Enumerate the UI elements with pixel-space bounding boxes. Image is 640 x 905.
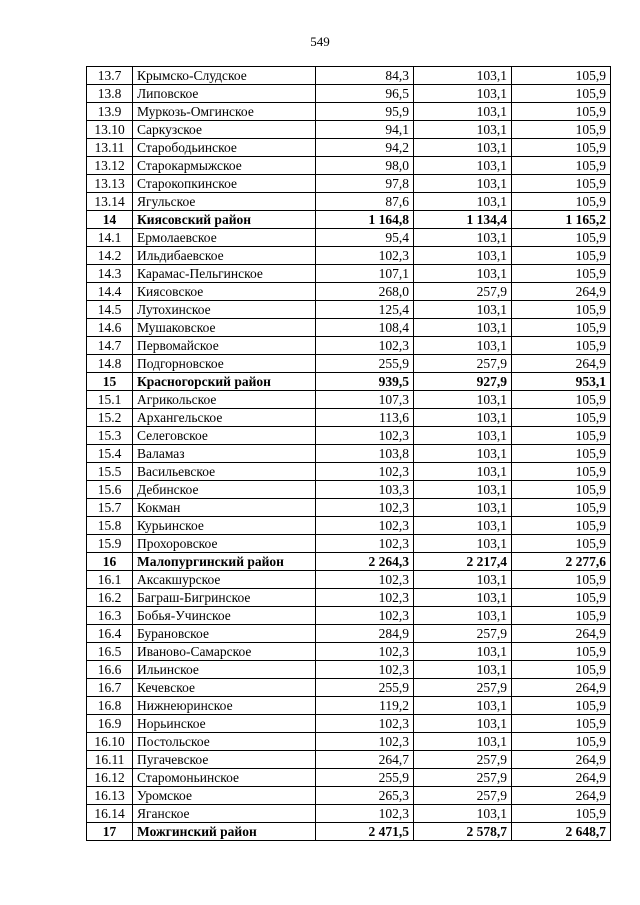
table-row xyxy=(87,301,611,319)
table-row xyxy=(87,283,611,301)
value-column-2-cell: 103,1 xyxy=(414,571,512,589)
table-row xyxy=(87,805,611,823)
row-number-cell: 14.2 xyxy=(87,247,133,265)
table-row xyxy=(87,571,611,589)
municipality-name-cell: Баграш-Бигринское xyxy=(133,589,316,607)
value-column-3-cell: 264,9 xyxy=(512,355,611,373)
value-column-1-cell: 84,3 xyxy=(316,67,414,85)
municipality-name-cell: Мушаковское xyxy=(133,319,316,337)
value-column-3-cell: 105,9 xyxy=(512,247,611,265)
value-column-1-cell: 102,3 xyxy=(316,499,414,517)
value-column-2-cell: 1 134,4 xyxy=(414,211,512,229)
value-column-2-cell: 257,9 xyxy=(414,769,512,787)
table-row xyxy=(87,67,611,85)
row-number-cell: 15.5 xyxy=(87,463,133,481)
value-column-2-cell: 103,1 xyxy=(414,409,512,427)
value-column-2-cell: 2 578,7 xyxy=(414,823,512,841)
value-column-2-cell: 103,1 xyxy=(414,67,512,85)
municipality-name-cell: Карамас-Пельгинское xyxy=(133,265,316,283)
table-row xyxy=(87,751,611,769)
municipality-name-cell: Красногорский район xyxy=(133,373,316,391)
value-column-2-cell: 103,1 xyxy=(414,121,512,139)
value-column-1-cell: 264,7 xyxy=(316,751,414,769)
value-column-1-cell: 265,3 xyxy=(316,787,414,805)
municipality-name-cell: Подгорновское xyxy=(133,355,316,373)
value-column-3-cell: 105,9 xyxy=(512,445,611,463)
municipality-name-cell: Курьинское xyxy=(133,517,316,535)
table-row xyxy=(87,193,611,211)
value-column-1-cell: 1 164,8 xyxy=(316,211,414,229)
municipality-name-cell: Саркузское xyxy=(133,121,316,139)
value-column-1-cell: 102,3 xyxy=(316,643,414,661)
municipality-name-cell: Крымско-Слудское xyxy=(133,67,316,85)
value-column-1-cell: 97,8 xyxy=(316,175,414,193)
municipality-name-cell: Муркозь-Омгинское xyxy=(133,103,316,121)
municipality-name-cell: Ягульское xyxy=(133,193,316,211)
municipality-name-cell: Пугачевское xyxy=(133,751,316,769)
page-number: 549 xyxy=(310,34,330,49)
district-row xyxy=(87,553,611,571)
value-column-1-cell: 284,9 xyxy=(316,625,414,643)
table-row xyxy=(87,661,611,679)
value-column-1-cell: 102,3 xyxy=(316,589,414,607)
value-column-3-cell: 264,9 xyxy=(512,751,611,769)
value-column-2-cell: 103,1 xyxy=(414,229,512,247)
district-row xyxy=(87,373,611,391)
value-column-3-cell: 105,9 xyxy=(512,67,611,85)
value-column-3-cell: 105,9 xyxy=(512,139,611,157)
row-number-cell: 16.6 xyxy=(87,661,133,679)
municipality-name-cell: Лутохинское xyxy=(133,301,316,319)
row-number-cell: 15.3 xyxy=(87,427,133,445)
row-number-cell: 13.8 xyxy=(87,85,133,103)
table-row xyxy=(87,463,611,481)
municipality-name-cell: Старокармыжское xyxy=(133,157,316,175)
table-row xyxy=(87,607,611,625)
value-column-2-cell: 103,1 xyxy=(414,607,512,625)
row-number-cell: 16.12 xyxy=(87,769,133,787)
value-column-1-cell: 95,4 xyxy=(316,229,414,247)
value-column-3-cell: 105,9 xyxy=(512,517,611,535)
row-number-cell: 13.14 xyxy=(87,193,133,211)
value-column-1-cell: 102,3 xyxy=(316,661,414,679)
row-number-cell: 13.7 xyxy=(87,67,133,85)
value-column-1-cell: 102,3 xyxy=(316,247,414,265)
value-column-3-cell: 105,9 xyxy=(512,463,611,481)
row-number-cell: 16.2 xyxy=(87,589,133,607)
value-column-1-cell: 107,3 xyxy=(316,391,414,409)
municipality-name-cell: Ильдибаевское xyxy=(133,247,316,265)
value-column-1-cell: 102,3 xyxy=(316,427,414,445)
value-column-1-cell: 102,3 xyxy=(316,337,414,355)
value-column-2-cell: 103,1 xyxy=(414,643,512,661)
municipality-name-cell: Ильинское xyxy=(133,661,316,679)
municipality-name-cell: Кечевское xyxy=(133,679,316,697)
municipality-name-cell: Прохоровское xyxy=(133,535,316,553)
value-column-2-cell: 257,9 xyxy=(414,625,512,643)
value-column-2-cell: 257,9 xyxy=(414,751,512,769)
row-number-cell: 14.4 xyxy=(87,283,133,301)
table-row xyxy=(87,391,611,409)
row-number-cell: 14.7 xyxy=(87,337,133,355)
table-row xyxy=(87,175,611,193)
value-column-1-cell: 103,8 xyxy=(316,445,414,463)
municipality-name-cell: Уромское xyxy=(133,787,316,805)
value-column-2-cell: 257,9 xyxy=(414,787,512,805)
table-row xyxy=(87,121,611,139)
value-column-1-cell: 95,9 xyxy=(316,103,414,121)
municipality-name-cell: Можгинский район xyxy=(133,823,316,841)
row-number-cell: 16.4 xyxy=(87,625,133,643)
value-column-1-cell: 102,3 xyxy=(316,535,414,553)
value-column-3-cell: 105,9 xyxy=(512,535,611,553)
value-column-3-cell: 105,9 xyxy=(512,265,611,283)
row-number-cell: 13.13 xyxy=(87,175,133,193)
row-number-cell: 14.3 xyxy=(87,265,133,283)
value-column-2-cell: 103,1 xyxy=(414,103,512,121)
table-body xyxy=(87,67,611,841)
value-column-1-cell: 125,4 xyxy=(316,301,414,319)
value-column-2-cell: 103,1 xyxy=(414,733,512,751)
value-column-1-cell: 255,9 xyxy=(316,679,414,697)
table-row xyxy=(87,481,611,499)
value-column-3-cell: 105,9 xyxy=(512,391,611,409)
municipality-name-cell: Агрикольское xyxy=(133,391,316,409)
value-column-3-cell: 953,1 xyxy=(512,373,611,391)
value-column-3-cell: 2 648,7 xyxy=(512,823,611,841)
value-column-3-cell: 105,9 xyxy=(512,643,611,661)
row-number-cell: 13.10 xyxy=(87,121,133,139)
municipality-name-cell: Постольское xyxy=(133,733,316,751)
value-column-3-cell: 105,9 xyxy=(512,661,611,679)
value-column-3-cell: 105,9 xyxy=(512,85,611,103)
table-row xyxy=(87,229,611,247)
value-column-1-cell: 102,3 xyxy=(316,733,414,751)
table-row xyxy=(87,535,611,553)
row-number-cell: 16.10 xyxy=(87,733,133,751)
row-number-cell: 14 xyxy=(87,211,133,229)
value-column-2-cell: 257,9 xyxy=(414,679,512,697)
table-row xyxy=(87,589,611,607)
table-row xyxy=(87,139,611,157)
value-column-3-cell: 264,9 xyxy=(512,625,611,643)
row-number-cell: 16.1 xyxy=(87,571,133,589)
value-column-1-cell: 94,1 xyxy=(316,121,414,139)
value-column-1-cell: 96,5 xyxy=(316,85,414,103)
table-row xyxy=(87,643,611,661)
value-column-2-cell: 2 217,4 xyxy=(414,553,512,571)
value-column-1-cell: 939,5 xyxy=(316,373,414,391)
value-column-2-cell: 103,1 xyxy=(414,391,512,409)
table-row xyxy=(87,499,611,517)
value-column-2-cell: 103,1 xyxy=(414,715,512,733)
row-number-cell: 15.7 xyxy=(87,499,133,517)
municipality-name-cell: Иваново-Самарское xyxy=(133,643,316,661)
value-column-2-cell: 103,1 xyxy=(414,697,512,715)
row-number-cell: 14.5 xyxy=(87,301,133,319)
value-column-3-cell: 264,9 xyxy=(512,283,611,301)
value-column-2-cell: 103,1 xyxy=(414,265,512,283)
row-number-cell: 15.2 xyxy=(87,409,133,427)
value-column-1-cell: 113,6 xyxy=(316,409,414,427)
table-row xyxy=(87,337,611,355)
table-row xyxy=(87,787,611,805)
table-row xyxy=(87,679,611,697)
value-column-1-cell: 2 471,5 xyxy=(316,823,414,841)
table-row xyxy=(87,733,611,751)
municipality-name-cell: Дебинское xyxy=(133,481,316,499)
value-column-2-cell: 103,1 xyxy=(414,319,512,337)
value-column-3-cell: 105,9 xyxy=(512,229,611,247)
value-column-2-cell: 103,1 xyxy=(414,157,512,175)
row-number-cell: 14.8 xyxy=(87,355,133,373)
district-row xyxy=(87,211,611,229)
value-column-1-cell: 108,4 xyxy=(316,319,414,337)
value-column-2-cell: 103,1 xyxy=(414,589,512,607)
value-column-2-cell: 927,9 xyxy=(414,373,512,391)
row-number-cell: 16.5 xyxy=(87,643,133,661)
value-column-1-cell: 107,1 xyxy=(316,265,414,283)
table-row xyxy=(87,517,611,535)
value-column-1-cell: 2 264,3 xyxy=(316,553,414,571)
municipality-name-cell: Старободьинское xyxy=(133,139,316,157)
municipality-name-cell: Ермолаевское xyxy=(133,229,316,247)
value-column-3-cell: 105,9 xyxy=(512,337,611,355)
row-number-cell: 16.8 xyxy=(87,697,133,715)
value-column-3-cell: 105,9 xyxy=(512,697,611,715)
value-column-2-cell: 103,1 xyxy=(414,517,512,535)
value-column-1-cell: 94,2 xyxy=(316,139,414,157)
value-column-2-cell: 103,1 xyxy=(414,139,512,157)
municipality-name-cell: Селеговское xyxy=(133,427,316,445)
value-column-3-cell: 105,9 xyxy=(512,499,611,517)
value-column-2-cell: 103,1 xyxy=(414,805,512,823)
row-number-cell: 13.11 xyxy=(87,139,133,157)
value-column-3-cell: 105,9 xyxy=(512,481,611,499)
value-column-1-cell: 268,0 xyxy=(316,283,414,301)
value-column-1-cell: 102,3 xyxy=(316,463,414,481)
municipality-name-cell: Архангельское xyxy=(133,409,316,427)
table-row xyxy=(87,697,611,715)
table-row xyxy=(87,265,611,283)
value-column-2-cell: 103,1 xyxy=(414,661,512,679)
table-row xyxy=(87,409,611,427)
row-number-cell: 15.4 xyxy=(87,445,133,463)
value-column-3-cell: 105,9 xyxy=(512,409,611,427)
municipality-name-cell: Кокман xyxy=(133,499,316,517)
row-number-cell: 16.14 xyxy=(87,805,133,823)
row-number-cell: 15.8 xyxy=(87,517,133,535)
municipality-name-cell: Васильевское xyxy=(133,463,316,481)
value-column-2-cell: 103,1 xyxy=(414,301,512,319)
municipality-name-cell: Аксакшурское xyxy=(133,571,316,589)
row-number-cell: 16.9 xyxy=(87,715,133,733)
value-column-1-cell: 102,3 xyxy=(316,571,414,589)
table-row xyxy=(87,85,611,103)
value-column-3-cell: 264,9 xyxy=(512,787,611,805)
value-column-3-cell: 105,9 xyxy=(512,193,611,211)
value-column-3-cell: 105,9 xyxy=(512,805,611,823)
table-row xyxy=(87,103,611,121)
value-column-3-cell: 1 165,2 xyxy=(512,211,611,229)
table-row xyxy=(87,247,611,265)
value-column-2-cell: 103,1 xyxy=(414,85,512,103)
value-column-3-cell: 105,9 xyxy=(512,301,611,319)
value-column-3-cell: 105,9 xyxy=(512,121,611,139)
value-column-3-cell: 2 277,6 xyxy=(512,553,611,571)
value-column-1-cell: 102,3 xyxy=(316,607,414,625)
row-number-cell: 14.1 xyxy=(87,229,133,247)
row-number-cell: 15.1 xyxy=(87,391,133,409)
table-row xyxy=(87,715,611,733)
row-number-cell: 17 xyxy=(87,823,133,841)
value-column-1-cell: 255,9 xyxy=(316,355,414,373)
municipality-name-cell: Бурановское xyxy=(133,625,316,643)
municipality-name-cell: Старомоньинское xyxy=(133,769,316,787)
table-row xyxy=(87,355,611,373)
row-number-cell: 16.13 xyxy=(87,787,133,805)
value-column-3-cell: 105,9 xyxy=(512,427,611,445)
value-column-3-cell: 105,9 xyxy=(512,571,611,589)
value-column-2-cell: 103,1 xyxy=(414,445,512,463)
value-column-3-cell: 105,9 xyxy=(512,589,611,607)
municipality-name-cell: Валамаз xyxy=(133,445,316,463)
value-column-3-cell: 105,9 xyxy=(512,607,611,625)
value-column-3-cell: 264,9 xyxy=(512,769,611,787)
row-number-cell: 15.6 xyxy=(87,481,133,499)
municipality-name-cell: Старокопкинское xyxy=(133,175,316,193)
municipality-name-cell: Киясовское xyxy=(133,283,316,301)
table-row xyxy=(87,157,611,175)
municipality-name-cell: Малопургинский район xyxy=(133,553,316,571)
value-column-3-cell: 105,9 xyxy=(512,103,611,121)
row-number-cell: 15 xyxy=(87,373,133,391)
value-column-2-cell: 103,1 xyxy=(414,481,512,499)
municipality-name-cell: Липовское xyxy=(133,85,316,103)
municipality-name-cell: Киясовский район xyxy=(133,211,316,229)
budget-table xyxy=(86,66,611,841)
row-number-cell: 16.11 xyxy=(87,751,133,769)
value-column-1-cell: 98,0 xyxy=(316,157,414,175)
value-column-3-cell: 105,9 xyxy=(512,733,611,751)
value-column-1-cell: 102,3 xyxy=(316,517,414,535)
table-row xyxy=(87,427,611,445)
municipality-name-cell: Первомайское xyxy=(133,337,316,355)
municipality-name-cell: Бобья-Учинское xyxy=(133,607,316,625)
row-number-cell: 15.9 xyxy=(87,535,133,553)
value-column-2-cell: 103,1 xyxy=(414,337,512,355)
value-column-2-cell: 103,1 xyxy=(414,175,512,193)
value-column-1-cell: 87,6 xyxy=(316,193,414,211)
value-column-2-cell: 257,9 xyxy=(414,283,512,301)
row-number-cell: 16 xyxy=(87,553,133,571)
municipality-name-cell: Яганское xyxy=(133,805,316,823)
row-number-cell: 13.12 xyxy=(87,157,133,175)
value-column-1-cell: 255,9 xyxy=(316,769,414,787)
value-column-1-cell: 102,3 xyxy=(316,715,414,733)
row-number-cell: 16.7 xyxy=(87,679,133,697)
municipality-name-cell: Нижнеюринское xyxy=(133,697,316,715)
district-row xyxy=(87,823,611,841)
value-column-2-cell: 257,9 xyxy=(414,355,512,373)
value-column-1-cell: 119,2 xyxy=(316,697,414,715)
value-column-2-cell: 103,1 xyxy=(414,427,512,445)
value-column-2-cell: 103,1 xyxy=(414,463,512,481)
value-column-1-cell: 102,3 xyxy=(316,805,414,823)
row-number-cell: 14.6 xyxy=(87,319,133,337)
table-row xyxy=(87,769,611,787)
value-column-3-cell: 264,9 xyxy=(512,679,611,697)
row-number-cell: 16.3 xyxy=(87,607,133,625)
table-row xyxy=(87,625,611,643)
municipality-name-cell: Норьинское xyxy=(133,715,316,733)
value-column-2-cell: 103,1 xyxy=(414,499,512,517)
value-column-3-cell: 105,9 xyxy=(512,175,611,193)
value-column-2-cell: 103,1 xyxy=(414,247,512,265)
value-column-2-cell: 103,1 xyxy=(414,535,512,553)
row-number-cell: 13.9 xyxy=(87,103,133,121)
value-column-1-cell: 103,3 xyxy=(316,481,414,499)
value-column-3-cell: 105,9 xyxy=(512,715,611,733)
table-row xyxy=(87,445,611,463)
value-column-3-cell: 105,9 xyxy=(512,157,611,175)
table-row xyxy=(87,319,611,337)
value-column-2-cell: 103,1 xyxy=(414,193,512,211)
value-column-3-cell: 105,9 xyxy=(512,319,611,337)
